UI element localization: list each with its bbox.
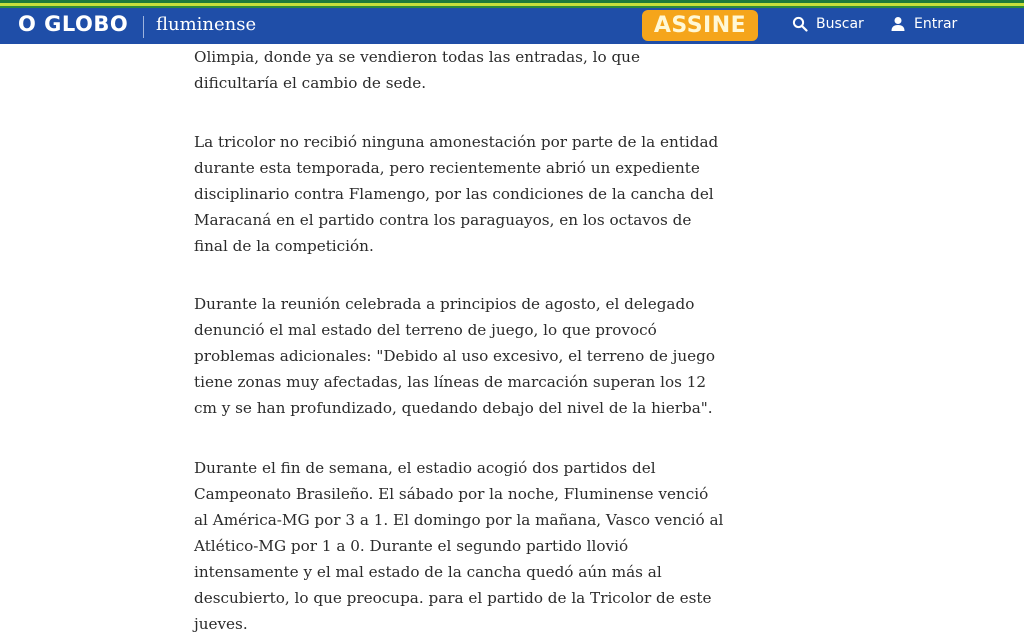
article-paragraph: La tricolor no recibió ninguna amonestación por parte de la entidad durante esta temporada, pero recientemente abrió un expediente disciplinario contra Flamengo, por las condiciones de la cancha del Maracaná en el partido contra los paraguayos, en los octavos de final de la competición. — [194, 133, 719, 255]
article-paragraph: Durante la reunión celebrada a principios de agosto, el delegado denunció el mal estado del terreno de juego, lo que provocó problemas adicionales: "Debido al uso excesivo, el terreno de juego tiene zonas muy afectadas, las líneas de marcación superan los 12 cm y se han profundizado, quedando debajo del nivel de la hierba". — [194, 295, 716, 417]
search-button[interactable] — [792, 16, 864, 32]
article-paragraph: Olimpia, donde ya se vendieron todas las entradas, lo que dificultaría el cambio de sede. — [194, 48, 640, 92]
section-name[interactable]: fluminense — [156, 14, 257, 35]
article-paragraph: Durante el fin de semana, el estadio acogió dos partidos del Campeonato Brasileño. El sábado por la noche, Fluminense venció al América-MG por 3 a 1. El domingo por la mañana, Vasco venció al Atlético-MG por 1 a 0. Durante el segundo partido llovió intensamente y el mal estado de la cancha quedó aún más al descubierto, lo que preocupa. para el partido de la Tricolor de este jueves. — [194, 459, 724, 633]
search-icon — [792, 16, 808, 32]
user-icon — [890, 16, 906, 32]
top-color-stripe — [0, 0, 1024, 8]
subscribe-label: ASSINE — [653, 13, 747, 38]
login-label: Entrar — [914, 16, 958, 32]
login-button[interactable] — [890, 16, 957, 32]
search-label: Buscar — [816, 16, 864, 32]
site-header — [0, 8, 1024, 44]
o-globo-logo[interactable]: O GLOBO — [18, 12, 129, 36]
header-divider — [143, 16, 144, 38]
subscribe-button[interactable] — [642, 10, 758, 41]
